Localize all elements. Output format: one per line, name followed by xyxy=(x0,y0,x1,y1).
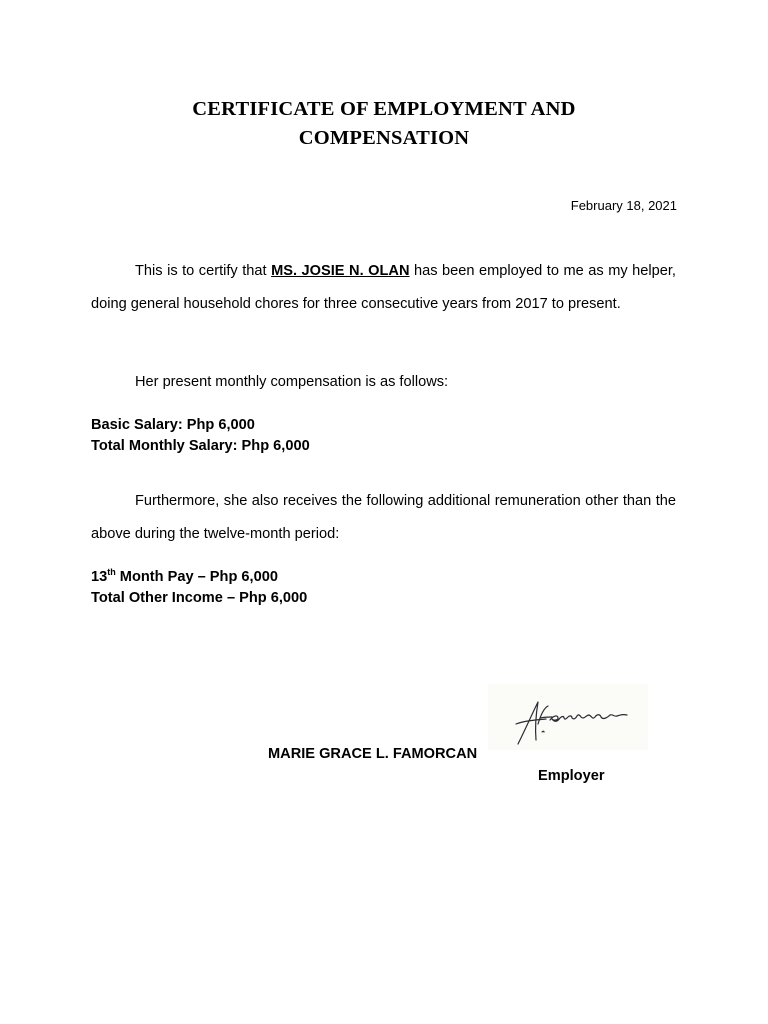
title-line-2: COMPENSATION xyxy=(298,127,470,149)
signature-image xyxy=(488,684,648,750)
remuneration-text: Furthermore, she also receives the following additional remuneration other than the above during the twelve-month period: xyxy=(91,493,676,542)
salary-block xyxy=(91,415,310,457)
certification-paragraph xyxy=(91,255,676,321)
certification-text-end: has been employed to me as my helper, doing general household chores for three consecutive years from 2017 to present. xyxy=(91,263,676,312)
employee-name: MS. JOSIE N. OLAN xyxy=(271,263,410,279)
signature-drawing xyxy=(488,684,648,750)
document-date: February 18, 2021 xyxy=(570,198,677,213)
thirteenth-suffix: th xyxy=(107,567,116,577)
thirteenth-month-line xyxy=(91,567,307,588)
total-monthly-salary-line: Total Monthly Salary: Php 6,000 xyxy=(91,438,310,454)
signer-role: Employer xyxy=(538,768,605,784)
compensation-intro-paragraph xyxy=(91,366,676,399)
title-line-1: CERTIFICATE OF EMPLOYMENT AND xyxy=(192,98,576,120)
thirteenth-number: 13 xyxy=(91,569,108,585)
basic-salary-line: Basic Salary: Php 6,000 xyxy=(91,417,255,433)
total-other-income-line: Total Other Income – Php 6,000 xyxy=(91,590,308,606)
document-title xyxy=(0,95,768,153)
certification-text-start: This is to certify that xyxy=(135,263,272,279)
compensation-intro-text: Her present monthly compensation is as follows: xyxy=(135,374,449,390)
signer-name: MARIE GRACE L. FAMORCAN xyxy=(268,746,478,762)
other-income-block xyxy=(91,567,307,609)
thirteenth-month-text: Month Pay – Php 6,000 xyxy=(115,569,278,585)
remuneration-paragraph xyxy=(91,485,676,551)
